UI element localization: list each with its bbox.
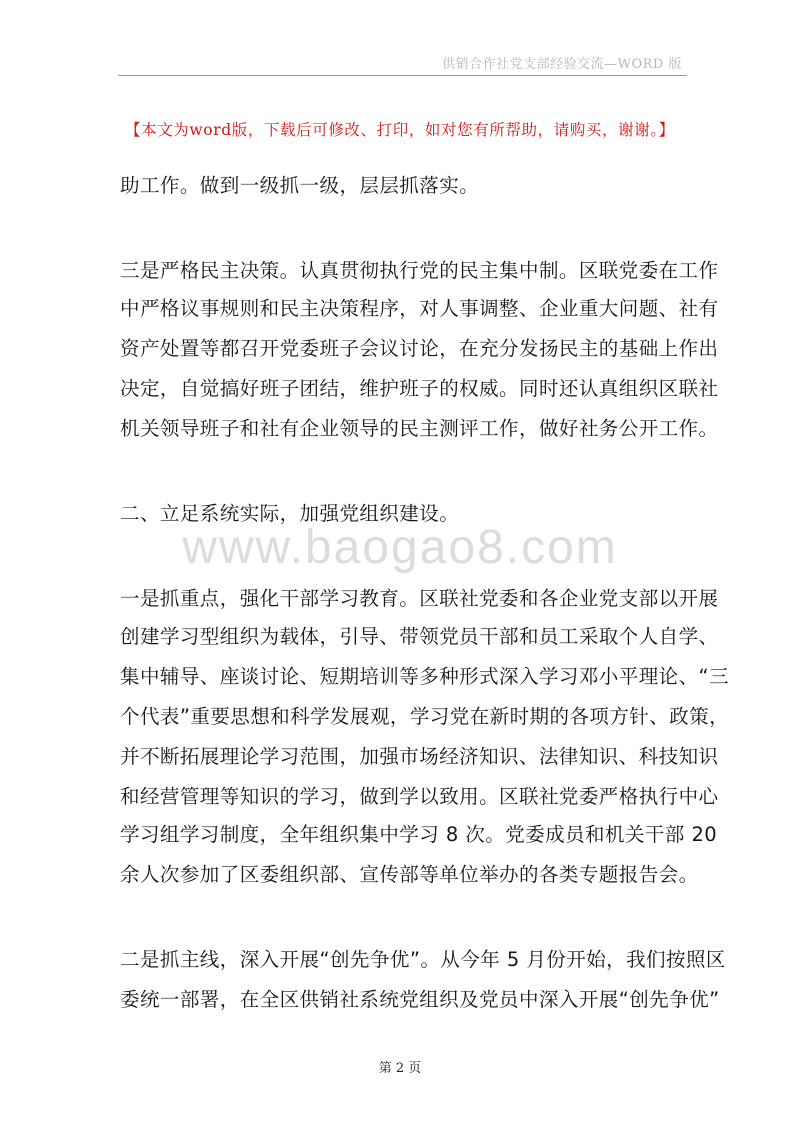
- body-line: 委统一部署，在全区供销社系统党组织及党员中深入开展“创先争优”: [120, 988, 720, 1011]
- body-line: 余人次参加了区委组织部、宣传部等单位举办的各类专题报告会。: [120, 863, 699, 886]
- body-line: 机关领导班子和社有企业领导的民主测评工作，做好社务公开工作。: [120, 417, 719, 440]
- body-line: 一是抓重点，强化干部学习教育。区联社党委和各企业党支部以开展: [120, 587, 719, 610]
- section-heading: 二、立足系统实际，加强党组织建设。: [120, 502, 460, 525]
- page-number: 第 2 页: [378, 1061, 422, 1076]
- body-line: 创建学习型组织为载体，引导、带领党员干部和员工采取个人自学、: [120, 625, 719, 648]
- body-line: 学习组学习制度，全年组织集中学习 8 次。党委成员和机关干部 20: [120, 823, 718, 846]
- purchase-notice: 【本文为word版，下载后可修改、打印，如对您有所帮助，请购买，谢谢。】: [125, 121, 675, 139]
- header-divider: [118, 75, 687, 76]
- watermark-text: www.baogao8.com: [182, 521, 618, 574]
- body-line: 中严格议事规则和民主决策程序，对人事调整、企业重大问题、社有: [120, 297, 719, 320]
- body-line: 集中辅导、座谈讨论、短期培训等多种形式深入学习邓小平理论、“三: [120, 665, 730, 688]
- body-line: 二是抓主线，深入开展“创先争优”。从今年 5 月份开始，我们按照区: [120, 948, 726, 971]
- body-line: 资产处置等都召开党委班子会议讨论，在充分发扬民主的基础上作出: [120, 337, 719, 360]
- body-line: 并不断拓展理论学习范围，加强市场经济知识、法律知识、科技知识: [120, 745, 719, 768]
- body-line: 决定，自觉搞好班子团结，维护班子的权威。同时还认真组织区联社: [120, 377, 719, 400]
- body-line: 助工作。做到一级抓一级，层层抓落实。: [120, 174, 480, 197]
- body-line: 三是严格民主决策。认真贯彻执行党的民主集中制。区联党委在工作: [120, 259, 719, 282]
- body-line: 和经营管理等知识的学习，做到学以致用。区联社党委严格执行中心: [120, 785, 719, 808]
- body-line: 个代表”重要思想和科学发展观，学习党在新时期的各项方针、政策，: [120, 705, 730, 728]
- document-header-title: 供销合作社党支部经验交流—WORD 版: [442, 57, 682, 72]
